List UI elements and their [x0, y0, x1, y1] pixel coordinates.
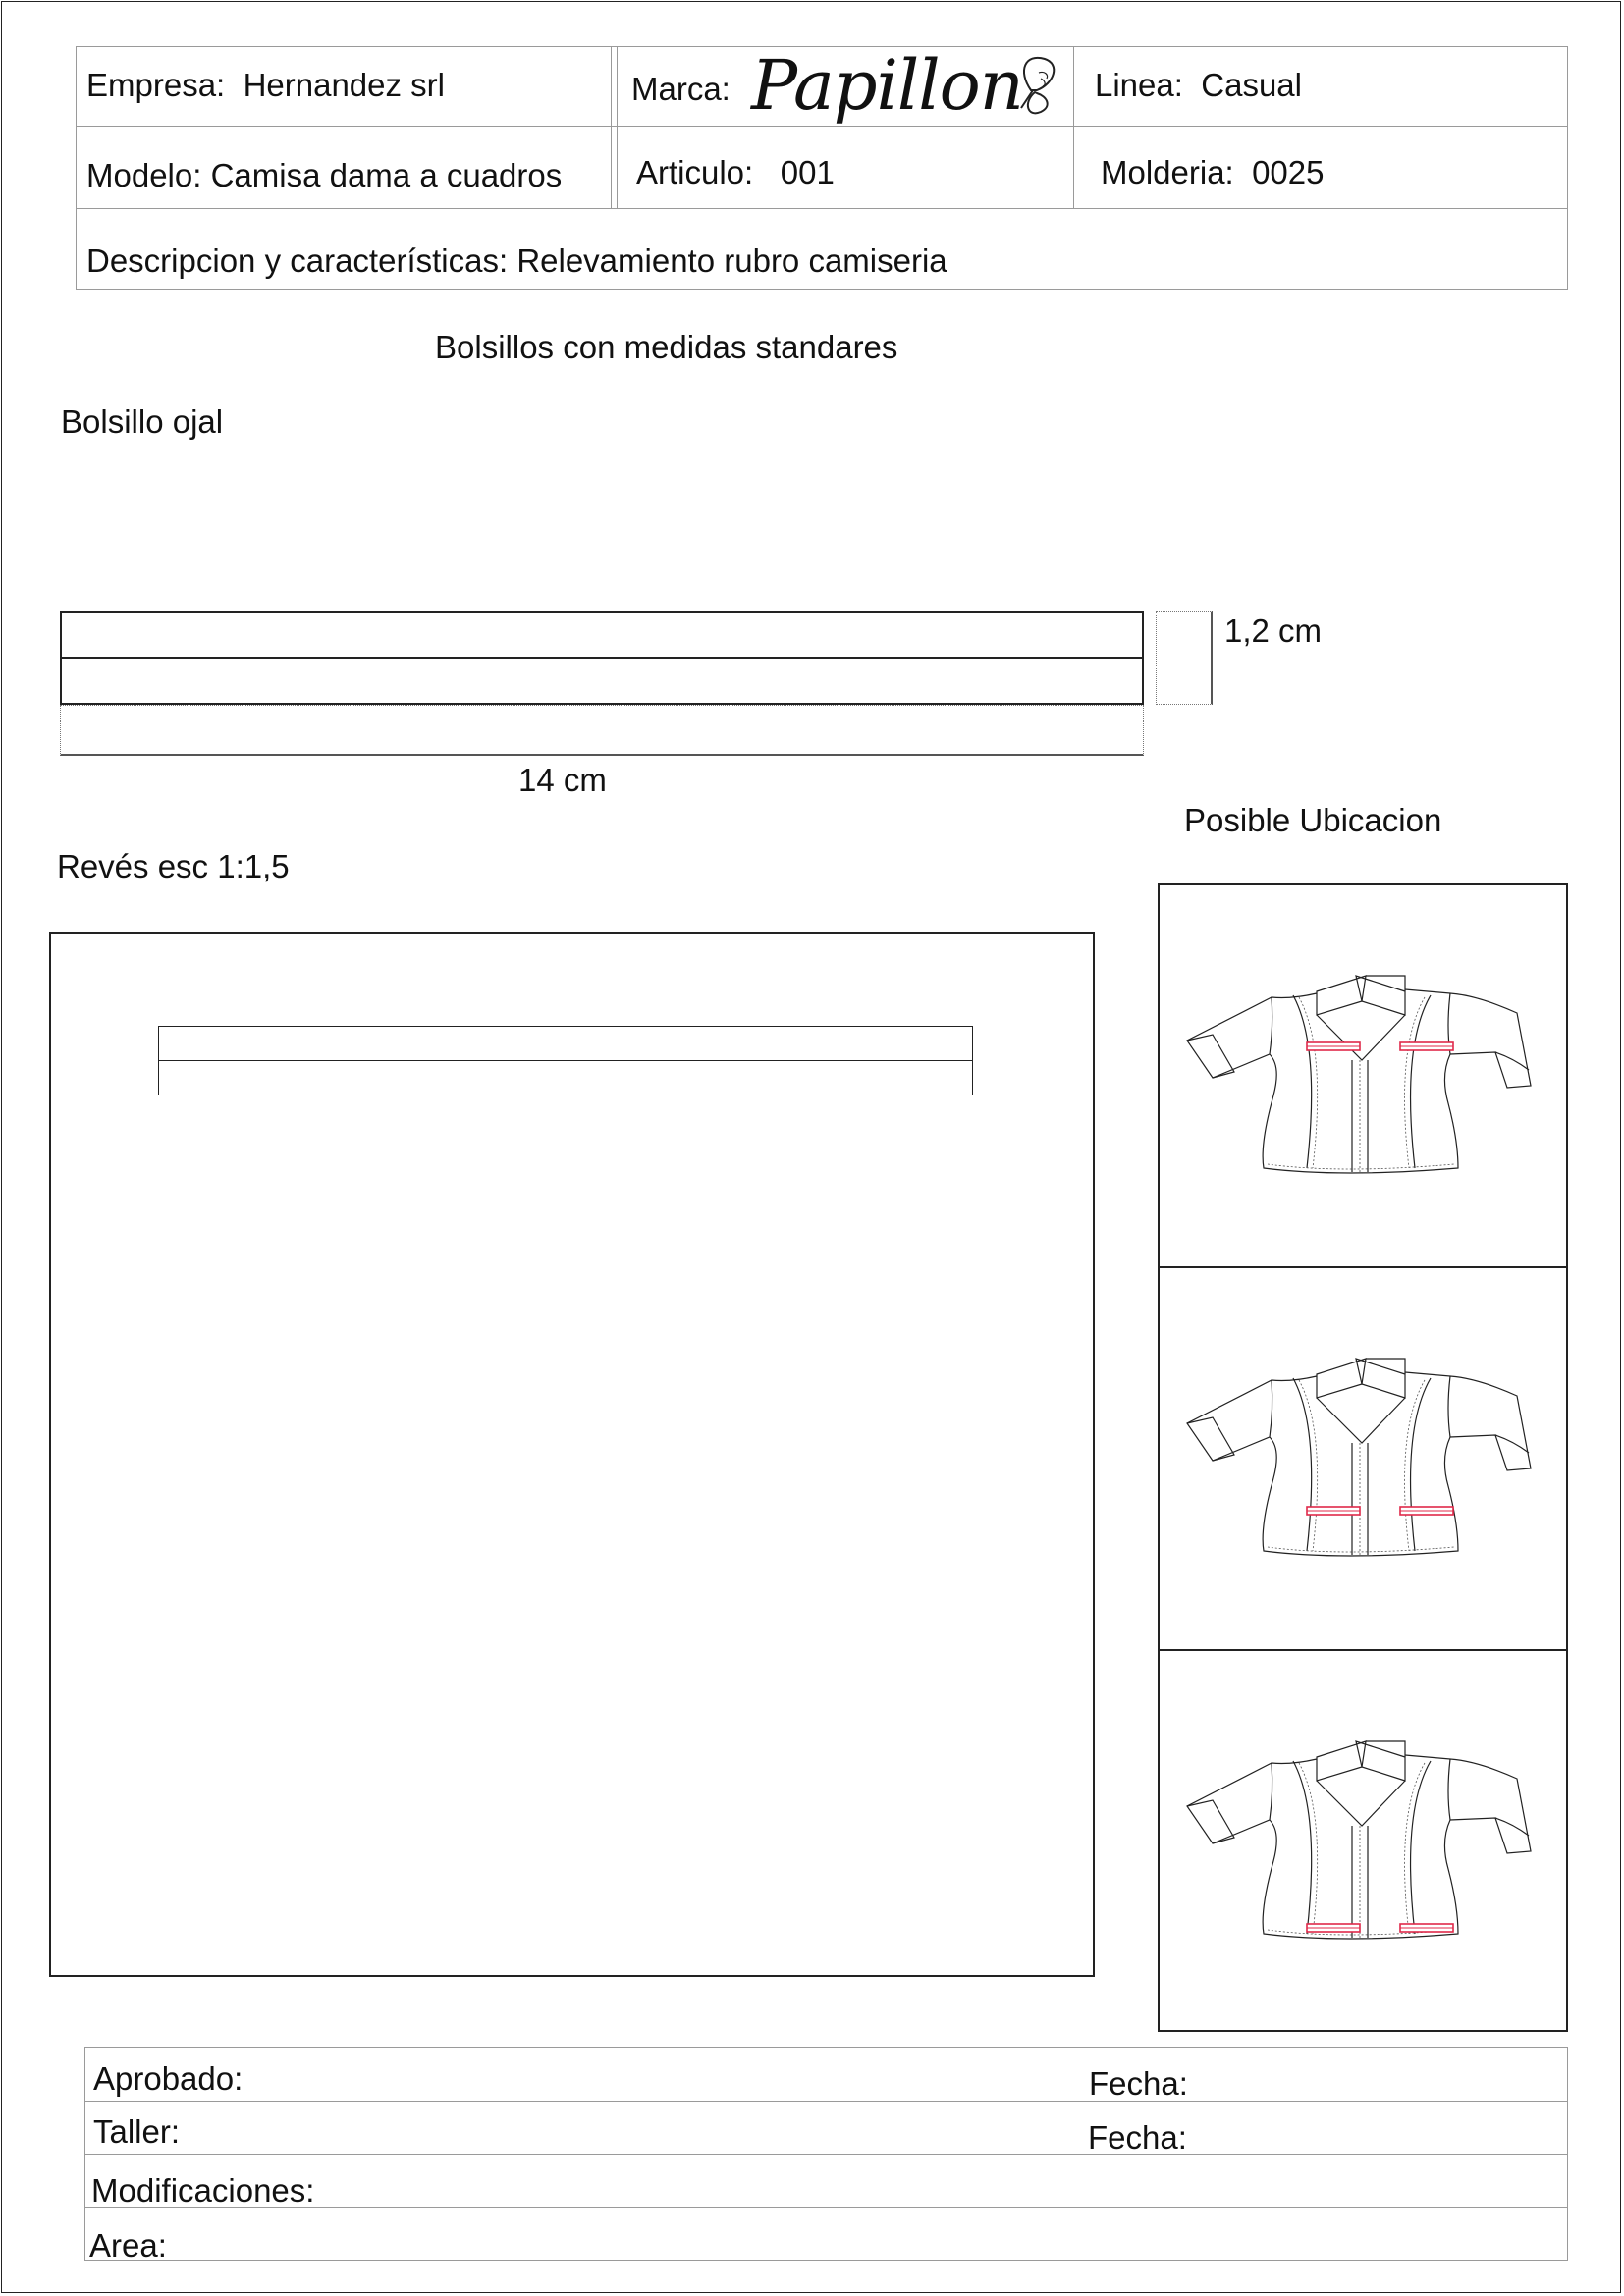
- molderia-field: [1101, 156, 1325, 188]
- shirt-neckline: [1317, 1398, 1405, 1443]
- shirt-outline: [1187, 989, 1531, 1173]
- welt-pocket-center-line: [60, 657, 1144, 659]
- descripcion-field: [86, 244, 947, 277]
- header-right-edge: [1567, 46, 1568, 289]
- shirt-collar-left: [1317, 1741, 1366, 1781]
- shirt-illustration-hip-pockets: [1160, 1651, 1566, 2030]
- footer-row1-rule: [84, 2101, 1568, 2102]
- height-dimension-label: 1,2 cm: [1224, 613, 1323, 649]
- fecha-label-2: Fecha:: [1088, 2119, 1187, 2156]
- shirt-left-princess-seam: [1293, 995, 1312, 1168]
- header-row1-rule: [76, 126, 1568, 127]
- descripcion-label: Descripcion y características:: [86, 242, 509, 279]
- shirt-collar-left: [1317, 976, 1366, 1015]
- shirt-right-armhole: [1448, 1759, 1450, 1820]
- pocket-title: Bolsillo ojal: [61, 403, 224, 440]
- molderia-label: Molderia:: [1101, 154, 1234, 190]
- taller-label: Taller:: [93, 2113, 181, 2150]
- shirt-collar-left: [1317, 1359, 1366, 1398]
- empresa-field: [86, 69, 445, 101]
- marca-logo-text: Papillon: [751, 45, 1023, 126]
- linea-label: Linea:: [1095, 67, 1183, 103]
- width-dimension-bracket: [60, 705, 1144, 756]
- shirt-neckline: [1317, 1781, 1405, 1826]
- butterfly-icon: [1011, 51, 1070, 122]
- shirt-hem-stitch: [1268, 1547, 1454, 1552]
- shirt-illustration-waist-pockets: [1160, 1268, 1566, 1647]
- shirt-right-topstitch: [1405, 1763, 1425, 1934]
- footer-right-edge: [1567, 2047, 1568, 2260]
- shirt-left-topstitch: [1299, 997, 1318, 1168]
- shirt-illustration-chest-pockets: [1160, 885, 1566, 1264]
- shirt-right-princess-seam: [1411, 1761, 1431, 1934]
- shirt-hem-stitch: [1268, 1164, 1454, 1169]
- modelo-label: Modelo:: [86, 157, 202, 193]
- modificaciones-label: Modificaciones:: [91, 2172, 315, 2209]
- reverse-pocket-center-line: [158, 1060, 973, 1061]
- shirt-left-armhole: [1270, 1380, 1272, 1437]
- marca-label: Marca:: [631, 71, 731, 107]
- shirt-outline: [1187, 1372, 1531, 1556]
- articulo-value: 001: [780, 154, 835, 190]
- footer-top-rule: [84, 2047, 1568, 2048]
- shirt-right-armhole: [1448, 1376, 1450, 1437]
- linea-field: [1095, 69, 1302, 101]
- shirt-neckline: [1317, 1015, 1405, 1060]
- footer-row2-rule: [84, 2154, 1568, 2155]
- shirt-right-topstitch: [1405, 1380, 1425, 1551]
- area-label: Area:: [89, 2227, 167, 2264]
- placement-title: Posible Ubicacion: [1184, 802, 1442, 838]
- shirt-right-princess-seam: [1411, 995, 1431, 1168]
- header-left-edge: [76, 46, 77, 289]
- shirt-right-topstitch: [1405, 997, 1425, 1168]
- header-col-divider-1b: [617, 46, 618, 208]
- section-title: Bolsillos con medidas standares: [435, 329, 898, 365]
- shirt-left-topstitch: [1299, 1380, 1318, 1551]
- shirt-right-princess-seam: [1411, 1378, 1431, 1551]
- footer-bottom-rule: [84, 2260, 1568, 2261]
- articulo-field: [636, 156, 835, 188]
- empresa-value: Hernandez srl: [243, 67, 445, 103]
- header-row2-rule: [76, 208, 1568, 209]
- shirt-left-princess-seam: [1293, 1761, 1312, 1934]
- shirt-left-topstitch: [1299, 1763, 1318, 1934]
- modelo-value: Camisa dama a cuadros: [210, 157, 563, 193]
- modelo-field: [86, 159, 562, 191]
- header-col-divider-1a: [611, 46, 612, 208]
- header-bottom-rule: [76, 289, 1568, 290]
- header-col-divider-2: [1073, 46, 1074, 208]
- shirt-left-armhole: [1270, 997, 1272, 1054]
- fecha-label-1: Fecha:: [1089, 2065, 1188, 2102]
- shirt-left-princess-seam: [1293, 1378, 1312, 1551]
- shirt-left-armhole: [1270, 1763, 1272, 1820]
- footer-left-edge: [84, 2047, 85, 2260]
- width-dimension-label: 14 cm: [518, 762, 607, 798]
- descripcion-value: Relevamiento rubro camiseria: [516, 242, 947, 279]
- height-dimension-bracket: [1156, 611, 1213, 705]
- aprobado-label: Aprobado:: [93, 2060, 244, 2097]
- empresa-label: Empresa:: [86, 67, 226, 103]
- linea-value: Casual: [1201, 67, 1302, 103]
- articulo-label: Articulo:: [636, 154, 754, 190]
- molderia-value: 0025: [1252, 154, 1325, 190]
- reverse-scale-label: Revés esc 1:1,5: [57, 848, 290, 884]
- shirt-outline: [1187, 1755, 1531, 1939]
